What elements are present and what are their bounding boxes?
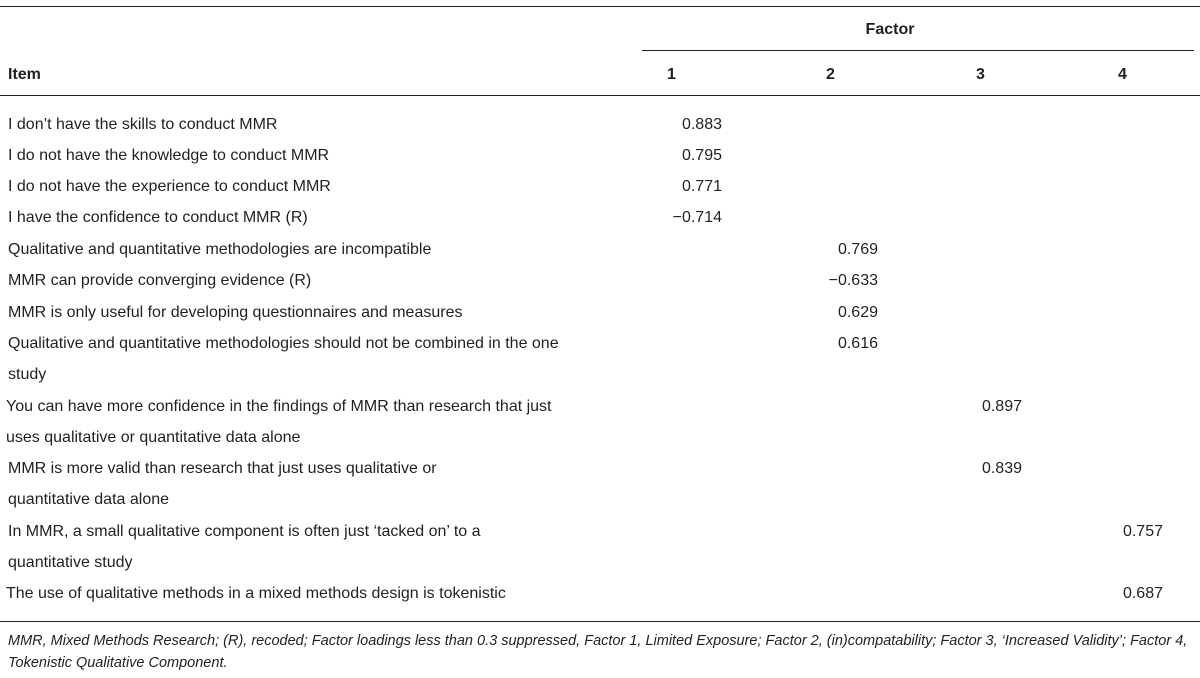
- factor-2-value: 0.769: [837, 241, 878, 258]
- item-text: MMR can provide converging evidence (R): [8, 272, 312, 289]
- bottom-rule: [0, 621, 1200, 622]
- factor-4-value: 0.757: [1122, 523, 1163, 540]
- item-text: In MMR, a small qualitative component is often just ‘tacked on’ to a quantitative study: [8, 523, 481, 571]
- item-text: Qualitative and quantitative methodologies are incompatible: [8, 241, 432, 258]
- item-text: I don’t have the skills to conduct MMR: [8, 116, 278, 133]
- table-footnote: MMR, Mixed Methods Research; (R), recoded; Factor loadings less than 0.3 suppressed, Factor 1, Limited Exposure; Factor 2, (in)compatability; Factor 3, ‘Increased Validity’; Factor 4, Tokenistic Qualitative Component.: [8, 633, 1188, 671]
- item-header: Item: [8, 66, 41, 83]
- factor-2-value: 0.629: [837, 304, 878, 321]
- factor-1-value: 0.771: [681, 178, 722, 195]
- factor-2-value: 0.616: [837, 335, 878, 352]
- item-text: You can have more confidence in the findings of MMR than research that just uses qualitative or quantitative data alone: [6, 398, 552, 446]
- item-text: I do not have the experience to conduct MMR: [8, 178, 331, 195]
- factor-3-value: 0.839: [981, 460, 1022, 477]
- factor-2-header: 2: [826, 66, 835, 83]
- factor-4-header: 4: [1118, 66, 1127, 83]
- top-rule: [0, 6, 1200, 7]
- item-text: The use of qualitative methods in a mixed methods design is tokenistic: [6, 585, 506, 602]
- item-text: Qualitative and quantitative methodologies should not be combined in the one study: [8, 335, 559, 383]
- factor-header: Factor: [865, 21, 915, 38]
- header-rule: [0, 95, 1200, 96]
- factor-4-value: 0.687: [1122, 585, 1163, 602]
- factor-2-value: −0.633: [828, 272, 878, 289]
- item-text: I have the confidence to conduct MMR (R): [8, 209, 308, 226]
- factor-3-value: 0.897: [981, 398, 1022, 415]
- item-text: MMR is only useful for developing questionnaires and measures: [8, 304, 463, 321]
- item-text: MMR is more valid than research that just uses qualitative or quantitative data alone: [8, 460, 437, 508]
- factor-1-value: −0.714: [672, 209, 722, 226]
- factor-1-value: 0.883: [681, 116, 722, 133]
- factor-1-value: 0.795: [681, 147, 722, 164]
- factor-3-header: 3: [976, 66, 985, 83]
- factor-underline: [642, 50, 1194, 51]
- factor-1-header: 1: [667, 66, 676, 83]
- item-text: I do not have the knowledge to conduct MMR: [8, 147, 330, 164]
